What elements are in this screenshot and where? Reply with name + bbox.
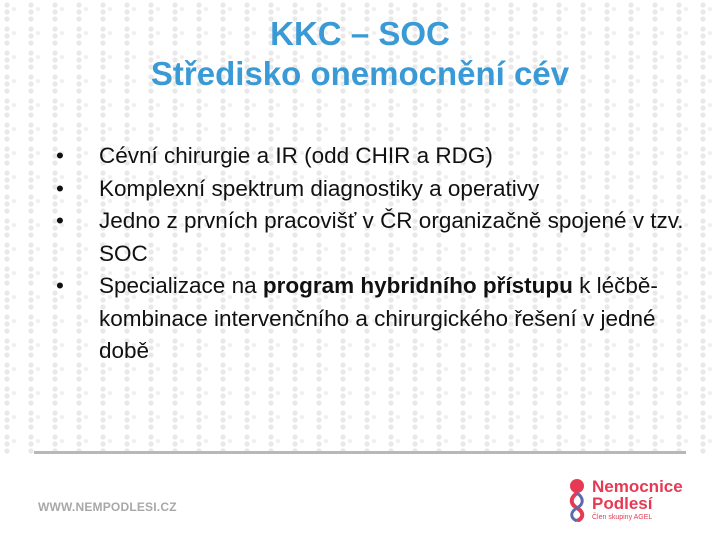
bullet-icon: • [56,273,64,298]
footer-website-link[interactable]: WWW.NEMPODLESI.CZ [38,500,177,514]
logo-line-2: Podlesí [592,494,653,513]
logo-subtitle: Člen skupiny AGEL [592,514,653,521]
nemocnice-podlesi-logo [566,474,716,524]
bullet-text-after: k léčbě-kombinace intervenčního a chirurgického řešení v jedné době [99,273,658,363]
bullet-text: Jedno z prvních pracovišť v ČR organizačně spojené v tzv. SOC [99,208,684,266]
bullet-icon: • [56,143,64,168]
slide-title [0,14,720,94]
bullet-item [56,173,706,206]
bullet-list [56,140,706,368]
bullet-text: Cévní chirurgie a IR (odd CHIR a RDG) [99,143,493,168]
bullet-item [56,205,706,270]
logo-line-1: Nemocnice [592,477,683,496]
bullet-text-before: Specializace na [99,273,263,298]
title-line-1: KKC – SOC [270,15,450,52]
bullet-item [56,140,706,173]
bullet-text: Komplexní spektrum diagnostiky a operativy [99,175,540,201]
bullet-icon: • [56,208,64,233]
bullet-item [56,270,706,368]
footer-divider [34,451,686,454]
nemocnice-podlesi-logo-icon [566,478,588,522]
bullet-icon: • [56,175,64,201]
bullet-text-bold: program hybridního přístupu [262,273,573,298]
title-line-2: Středisko onemocnění cév [150,55,570,92]
